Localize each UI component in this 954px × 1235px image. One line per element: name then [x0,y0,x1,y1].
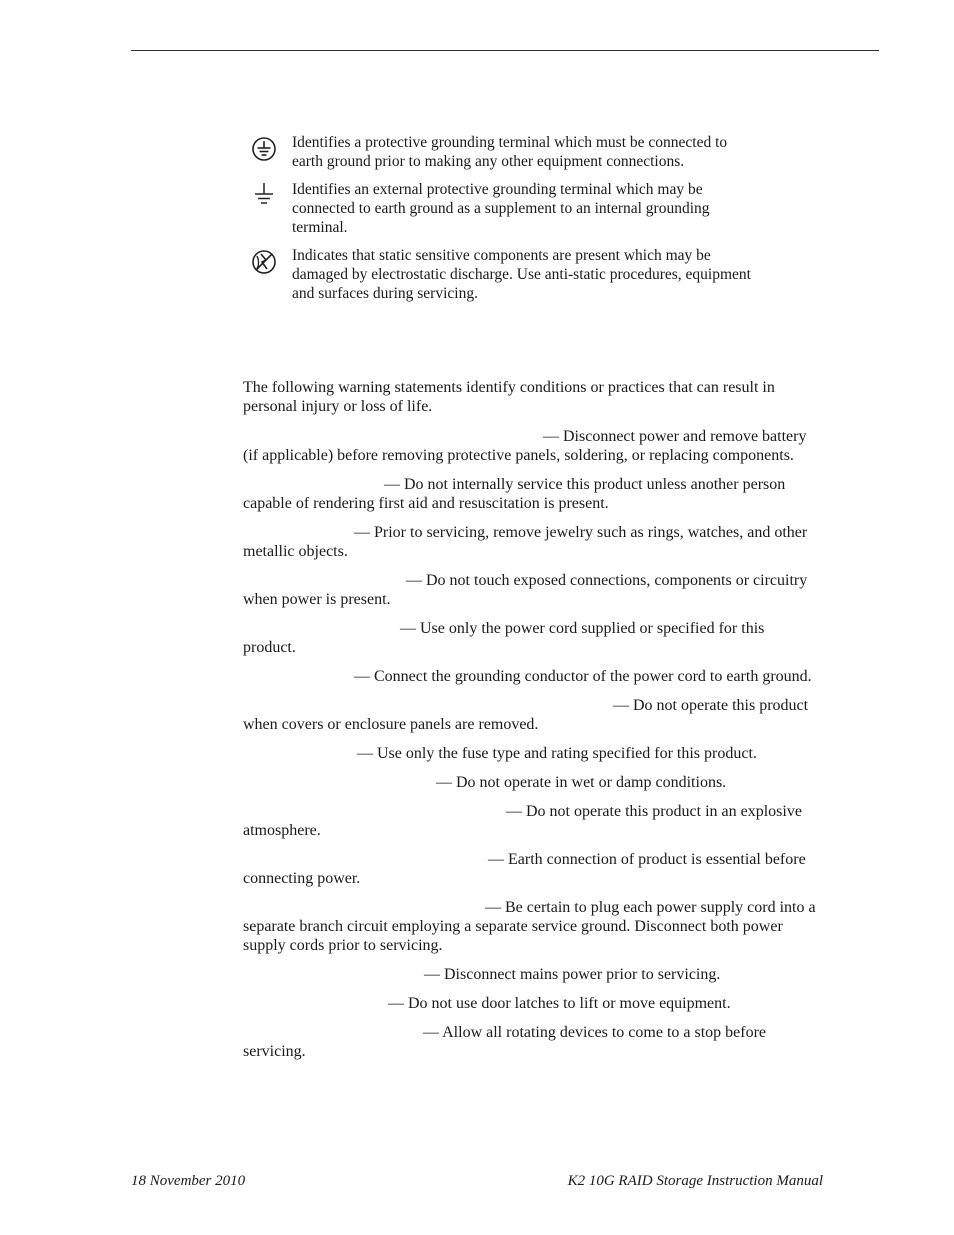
symbol-list [248,133,768,312]
warning-item: — Do not touch exposed connections, components or circuitry when power is present. [243,572,808,608]
header-rule [131,50,879,51]
warning-item: — Connect the grounding conductor of the power cord to earth ground. [354,668,812,685]
warning-item: — Earth connection of product is essential before connecting power. [243,851,806,887]
warning-item: — Do not use door latches to lift or move equipment. [388,995,731,1012]
warning-item: — Do not operate this product when covers or enclosure panels are removed. [243,697,809,733]
footer-title: K2 10G RAID Storage Instruction Manual [567,1173,823,1189]
warning-item: — Allow all rotating devices to come to a stop before servicing. [243,1024,767,1060]
symbol-description: Identifies an external protective grounding terminal which may be connected to earth ground as a supplement to an internal grounding terminal. [292,181,710,236]
warning-item: — Do not operate this product in an explosive atmosphere. [243,803,802,839]
warning-item: — Be certain to plug each power supply cord into a separate branch circuit employing a separate service ground. Disconnect both power supply cords prior to servicing. [243,899,816,954]
warning-item: — Use only the fuse type and rating specified for this product. [357,745,757,762]
warning-item: — Use only the power cord supplied or specified for this product. [243,620,765,656]
symbol-row-earth-ground [248,180,768,237]
warning-item: — Disconnect mains power prior to servicing. [424,966,721,983]
symbol-description: Identifies a protective grounding terminal which must be connected to earth ground prior to making any other equipment connections. [292,134,728,170]
footer-date: 18 November 2010 [131,1173,246,1189]
warning-item: — Prior to servicing, remove jewelry such as rings, watches, and other metallic objects. [243,524,808,560]
symbol-description: Indicates that static sensitive components are present which may be damaged by electrostatic discharge. Use anti-static procedures, equipment and surfaces during servicing. [292,247,751,302]
warnings-intro: The following warning statements identify conditions or practices that can result in personal injury or loss of life. [243,379,775,415]
warning-item: — Do not internally service this product unless another person capable of rendering first aid and resuscitation is present. [243,476,786,512]
symbol-row-static-sensitive [248,246,768,303]
protective-ground-icon [248,133,292,163]
warning-item: — Disconnect power and remove battery (if applicable) before removing protective panels, soldering, or replacing components. [243,428,807,464]
earth-ground-icon [248,180,292,210]
warning-statements [243,378,821,1071]
symbol-row-protective-ground [248,133,768,171]
warning-item: — Do not operate in wet or damp conditions. [436,774,727,791]
static-sensitive-icon [248,246,292,276]
